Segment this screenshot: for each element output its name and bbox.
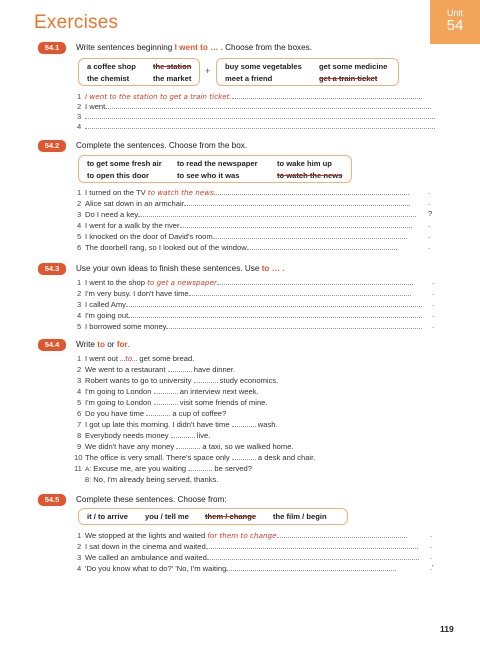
word-box-places: [78, 58, 200, 86]
answer-line[interactable]: 11 A: Excuse me, are you waiting be served?: [74, 464, 252, 473]
word-option: you / tell me: [145, 512, 189, 521]
word-box: [78, 508, 348, 525]
answer-line[interactable]: 3 We called an ambulance and waited: [77, 552, 419, 563]
word-option: the chemist: [87, 74, 130, 83]
answer-line[interactable]: 3 Robert wants to go to university study economics.: [77, 376, 279, 385]
exercise-badge: 54.3: [38, 263, 66, 275]
word-option-used: them / change: [205, 512, 257, 521]
word-option: it / to arrive: [87, 512, 128, 521]
example-answer: to: [125, 354, 133, 363]
answer-line[interactable]: 2 I'm very busy. I don't have time: [77, 288, 411, 299]
example-answer: for them to change: [207, 531, 277, 540]
word-option: the film / begin: [273, 512, 327, 521]
answer-line[interactable]: 4 I'm going out: [77, 310, 422, 321]
answer-line[interactable]: 3 I called Amy: [77, 299, 422, 310]
example-answer: to watch the news: [147, 188, 214, 197]
answer-line[interactable]: 4 'Do you know what to do?' 'No, I'm waiting: [77, 563, 396, 574]
exercise-badge: 54.4: [38, 339, 66, 351]
word-option: get some medicine: [319, 62, 388, 71]
unit-number: 54: [446, 17, 464, 34]
answer-line[interactable]: 2 I went: [77, 101, 431, 112]
exercise-instruction: Complete the sentences. Choose from the box.: [76, 141, 248, 150]
example-answer: I went to the station to get a train ticket.: [85, 92, 232, 101]
answer-line[interactable]: 6 Do you have time a cup of coffee?: [77, 409, 227, 418]
page-title: Exercises: [34, 12, 119, 33]
answer-line[interactable]: 6 The doorbell rang, so I looked out of the window: [77, 242, 397, 253]
answer-line[interactable]: 9 We didn't have any money a taxi, so we walked home.: [77, 442, 294, 451]
answer-line[interactable]: 2 I sat down in the cinema and waited: [77, 541, 418, 552]
answer-line[interactable]: 1 We stopped at the lights and waited for them to change: [77, 530, 407, 541]
word-option: a coffee shop: [87, 62, 136, 71]
word-option-used: the station: [153, 62, 192, 71]
answer-line[interactable]: 7 I got up late this morning. I didn't have time wash.: [77, 420, 278, 429]
answer-line[interactable]: 5 I knocked on the door of David's room: [77, 231, 407, 242]
exercise-instruction: Use your own ideas to finish these sentences. Use to … .: [76, 264, 285, 273]
exercise-badge: 54.5: [38, 494, 66, 506]
word-option: to wake him up: [277, 159, 332, 168]
exercise-instruction: Write to or for.: [76, 340, 131, 349]
exercise-instruction: Write sentences beginning I went to … . Choose from the boxes.: [76, 43, 313, 52]
word-box-purposes: [216, 58, 399, 86]
answer-line[interactable]: 2 Alice sat down in an armchair: [77, 198, 410, 209]
unit-tab: [430, 0, 480, 44]
exercise-instruction: Complete these sentences. Choose from:: [76, 495, 227, 504]
word-option: the market: [153, 74, 192, 83]
word-option: buy some vegetables: [225, 62, 302, 71]
answer-line[interactable]: 3 Do I need a key: [77, 209, 416, 220]
answer-line[interactable]: 8 Everybody needs money live.: [77, 431, 211, 440]
answer-line[interactable]: 2 We went to a restaurant have dinner.: [77, 365, 236, 374]
answer-line[interactable]: 4 I'm going to London an interview next week.: [77, 387, 259, 396]
answer-line[interactable]: 5 I'm going to London visit some friends of mine.: [77, 398, 268, 407]
word-option-used: to watch the news: [277, 171, 343, 180]
answer-line[interactable]: 1 I went out to get some bread.: [77, 354, 195, 363]
exercise-badge: 54.1: [38, 42, 66, 54]
page-number: 119: [440, 624, 454, 634]
word-option: meet a friend: [225, 74, 273, 83]
answer-line[interactable]: 4: [77, 121, 435, 132]
word-option: to open this door: [87, 171, 150, 180]
answer-line[interactable]: 3: [77, 111, 435, 122]
word-option: to read the newspaper: [177, 159, 258, 168]
answer-line[interactable]: 10 The office is very small. There's space only a desk and chair.: [74, 453, 316, 462]
answer-line[interactable]: 1 I went to the station to get a train ticket.: [77, 91, 422, 102]
word-option: to see who it was: [177, 171, 240, 180]
dialogue-line: B: No, I'm already being served, thanks.: [85, 475, 219, 484]
word-option: to get some fresh air: [87, 159, 162, 168]
unit-label: Unit: [446, 8, 463, 18]
answer-line[interactable]: 4 I went for a walk by the river: [77, 220, 412, 231]
plus-sign: +: [205, 66, 211, 76]
word-option-used: get a train ticket: [319, 74, 378, 83]
word-box: [78, 155, 352, 183]
answer-line[interactable]: 1 I went to the shop to get a newspaper: [77, 277, 413, 288]
answer-line[interactable]: 5 I borrowed some money: [77, 321, 422, 332]
example-answer: to get a newspaper: [147, 278, 217, 287]
answer-line[interactable]: 1 I turned on the TV to watch the news: [77, 187, 409, 198]
exercise-badge: 54.2: [38, 140, 66, 152]
